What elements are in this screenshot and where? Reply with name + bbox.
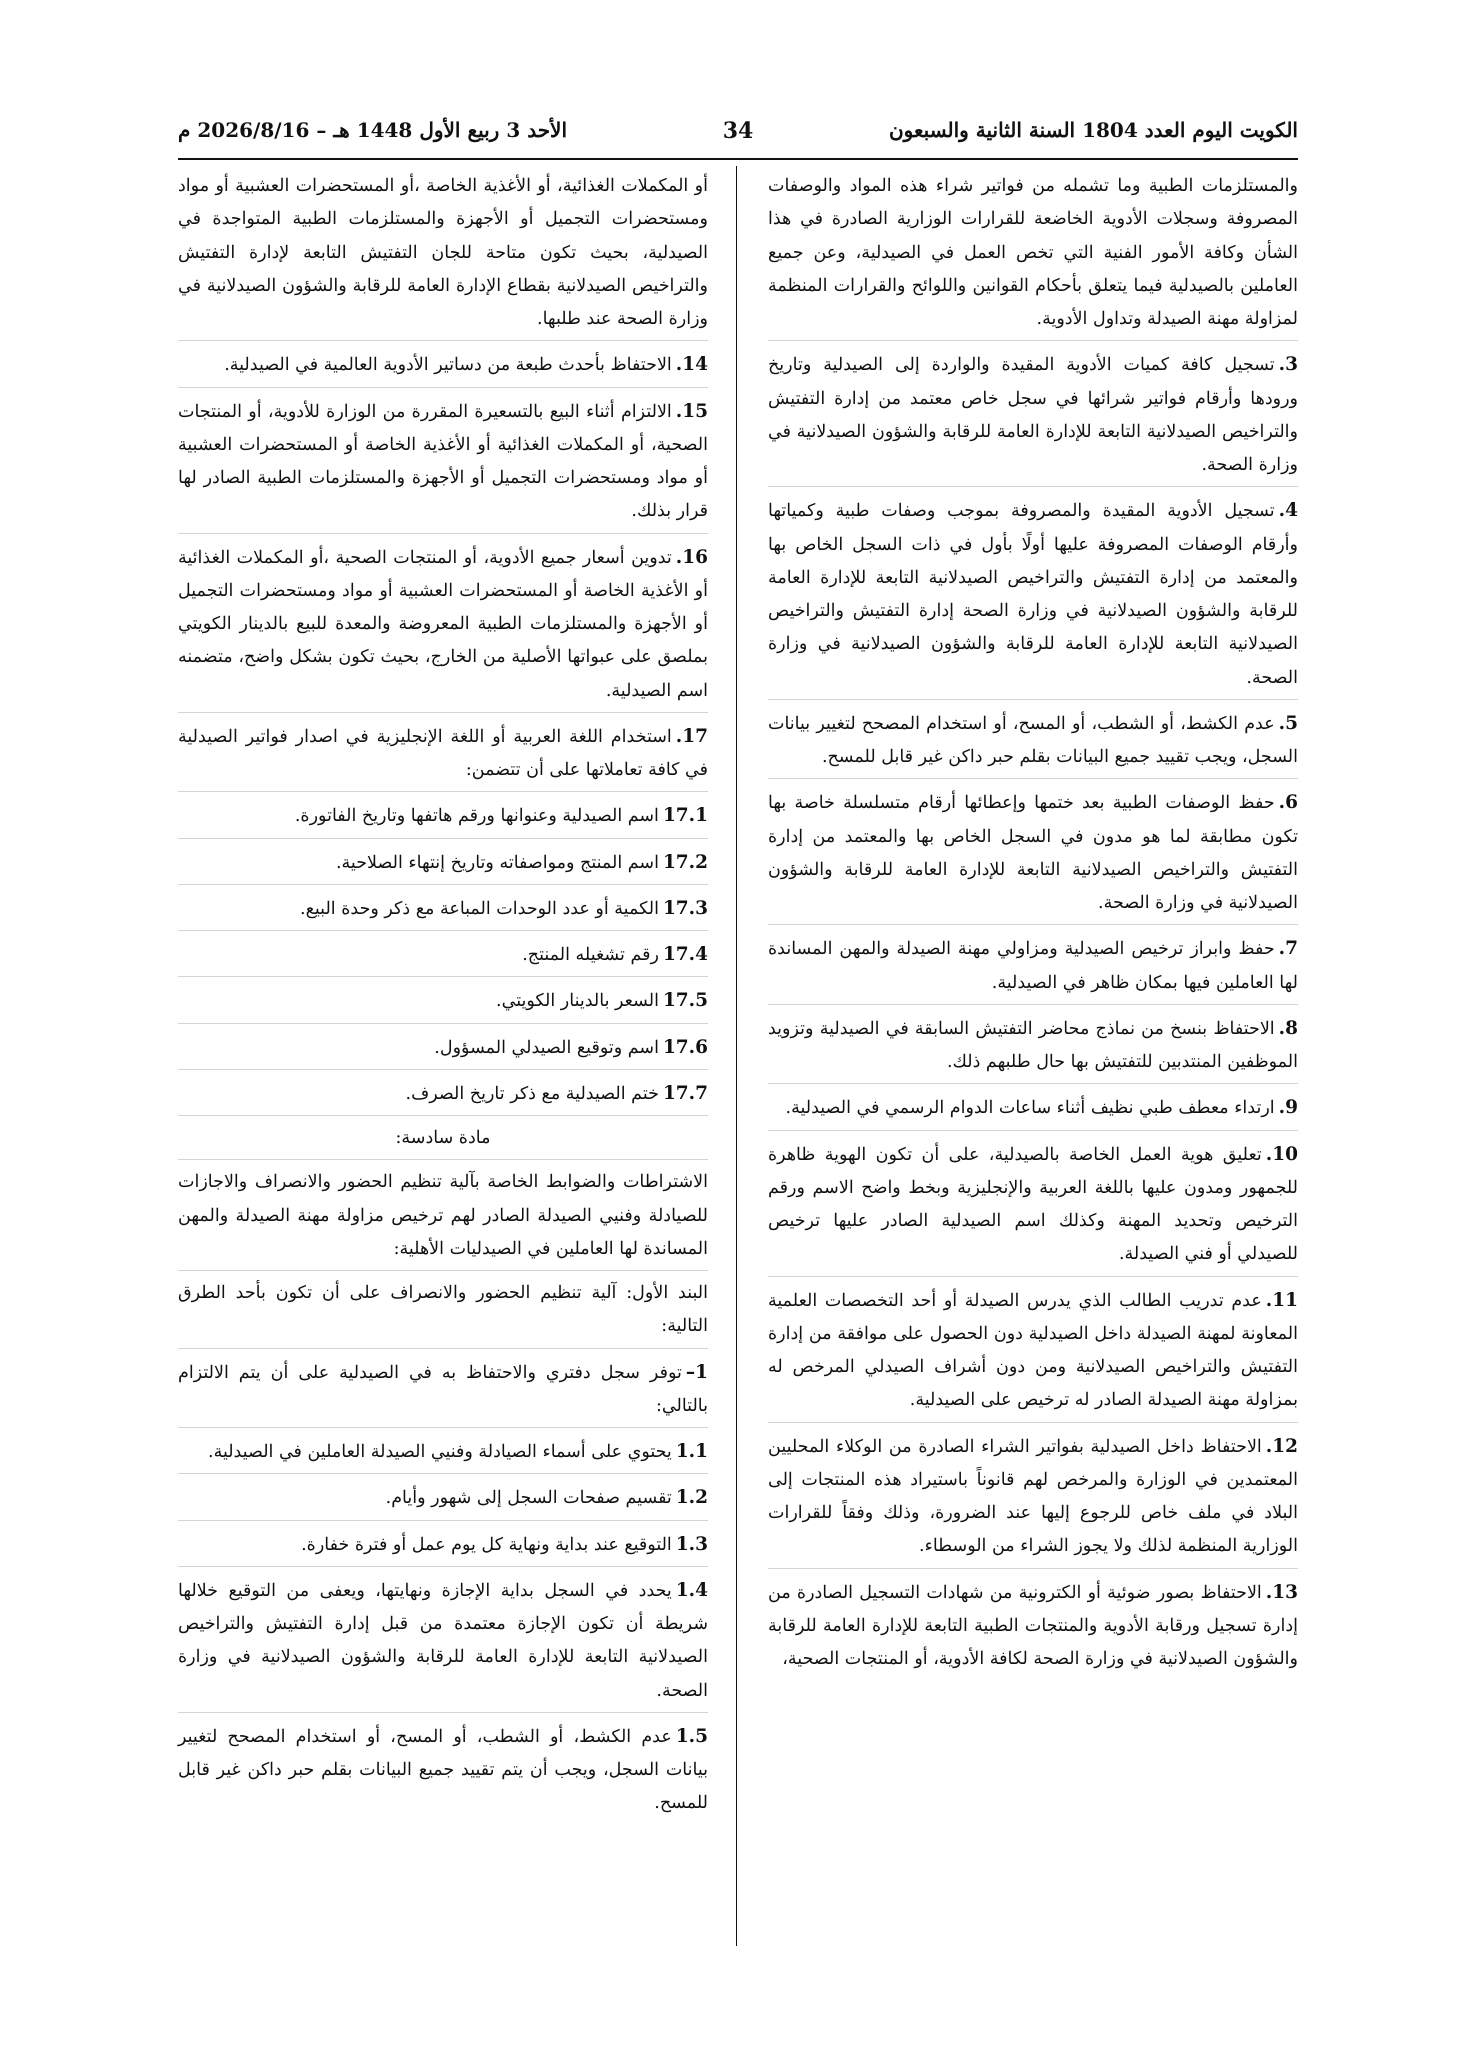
article-heading (178, 1122, 708, 1160)
paragraph-text: الاحتفاظ بأحدث طبعة من دساتير الأدوية العالمية في الصيدلية. (224, 355, 672, 376)
paragraph-text: اسم وتوقيع الصيدلي المسؤول. (434, 1037, 659, 1058)
paragraph-text: تدوين أسعار جميع الأدوية، أو المنتجات الصحية ،أو المكملات الغذائية أو الأغذية الخاصة أو المستحضرات العشبية أو مواد ومستحضرات التجميل أو الأجهزة والمستلزمات الطبية المعروضة والمعدة للبيع بالدينار الكويتي بملصق على عبواتها الأصلية من الخارج، بحيث تكون بشكل واضح، متضمنه اسم الصيدلية. (178, 547, 708, 701)
paragraph-text: تعليق هوية العمل الخاصة بالصيدلية، على أن تكون الهوية ظاهرة للجمهور ومدون عليها باللغة العربية والإنجليزية وبخط واضح الاسم ورقم الترخيص وتحديد المهنة وكذلك اسم الصيدلية الصادر عليها ترخيص للصيدلي أو فني الصيدلة. (768, 1144, 1298, 1265)
paragraph (768, 706, 1298, 780)
paragraph (178, 983, 708, 1023)
paragraph-number: 8. (1278, 1017, 1298, 1039)
paragraph-text: يحتوي على أسماء الصيادلة وفنيي الصيدلة العاملين في الصيدلية. (208, 1442, 672, 1462)
paragraph (178, 1527, 708, 1567)
paragraph-number: 15. (675, 400, 708, 422)
paragraph-text: عدم الكشط، أو الشطب، أو المسح، أو استخدام المصحح لتغيير بيانات السجل، ويجب تقييد جميع البيانات بقلم حبر داكن غير قابل للمسح. (768, 713, 1298, 767)
paragraph (178, 1434, 708, 1474)
paragraph-text: الاحتفاظ داخل الصيدلية بفواتير الشراء الصادرة من الوكلاء المحليين المعتمدين في الوزارة والمرخص لهم قانوناً باستيراد هذه المنتجات إلى البلاد في ملف خاص للرجوع إليها عند الضرورة، وذلك وفقاً للقرارات الوزارية المنظمة لذلك ولا يجوز الشراء من الوسطاء. (768, 1436, 1298, 1557)
paragraph (768, 785, 1298, 925)
paragraph (178, 891, 708, 931)
paragraph-number: 1.5 (675, 1725, 708, 1747)
paragraph-number: 6. (1278, 792, 1298, 814)
paragraph-number: 1.4 (675, 1579, 708, 1601)
header-rule (178, 158, 1298, 160)
paragraph-text: أو المكملات الغذائية، أو الأغذية الخاصة ،أو المستحضرات العشبية أو مواد ومستحضرات التجميل أو الأجهزة والمستلزمات الطبية المتواجدة في الصيدلية، بحيث تكون متاحة للجان التفتيش التابعة لإدارة التفتيش والتراخيص الصيدلانية بقطاع الإدارة العامة للرقابة والشؤون الصيدلانية في وزارة الصحة عند طلبها. (178, 176, 708, 329)
paragraph-number: 9. (1278, 1097, 1298, 1119)
paragraph-text: ختم الصيدلية مع ذكر تاريخ الصرف. (405, 1083, 659, 1104)
paragraph-number: 17.1 (662, 805, 708, 827)
paragraph-number: 4. (1278, 500, 1298, 522)
paragraph (178, 937, 708, 977)
issue-info: الكويت اليوم العدد 1804 السنة الثانية والسبعون (888, 118, 1298, 142)
paragraph (178, 540, 708, 713)
paragraph (178, 1355, 708, 1429)
paragraph-text: توفر سجل دفتري والاحتفاظ به في الصيدلية على أن يتم الالتزام بالتالي: (178, 1362, 708, 1416)
paragraph-number: 11. (1265, 1289, 1298, 1311)
paragraph-text: السعر بالدينار الكويتي. (496, 991, 659, 1012)
paragraph (768, 1283, 1298, 1423)
paragraph-number: 17.2 (662, 851, 708, 873)
paragraph (178, 394, 708, 534)
paragraph-text: عدم الكشط، أو الشطب، أو المسح، أو استخدام المصحح لتغيير بيانات السجل، ويجب أن يتم تقييد جميع البيانات بقلم حبر داكن غير قابل للمسح. (178, 1726, 708, 1814)
paragraph-text: الالتزام أثناء البيع بالتسعيرة المقررة من الوزارة للأدوية، أو المنتجات الصحية، أو المكملات الغذائية أو الأغذية الخاصة أو المستحضرات العشبية أو مواد ومستحضرات التجميل أو الأجهزة والمستلزمات الطبية الصادر لها قرار بذلك. (178, 401, 708, 522)
paragraph (768, 1575, 1298, 1681)
paragraph-text: يحدد في السجل بداية الإجازة ونهايتها، ويعفى من التوقيع خلالها شريطة أن تكون الإجازة معتمدة من قبل إدارة التفتيش والتراخيص الصيدلانية التابعة للإدارة العامة للرقابة والشؤون الصيدلانية في وزارة الصحة. (178, 1580, 708, 1701)
paragraph-text: تسجيل الأدوية المقيدة والمصروفة بموجب وصفات طبية وكمياتها وأرقام الوصفات المصروفة عليها أولًا بأول في ذات السجل الخاص بها والمعتمد من إدارة التفتيش والتراخيص الصيدلانية التابعة للإدارة العامة للرقابة والشؤون الصيدلانية في وزارة الصحة إدارة التفتيش والتراخيص الصيدلانية التابعة للإدارة العامة للرقابة والشؤون الصيدلانية في وزارة الصحة. (768, 501, 1298, 688)
paragraph-text: ارتداء معطف طبي نظيف أثناء ساعات الدوام الرسمي في الصيدلية. (785, 1098, 1275, 1119)
page-header (178, 118, 1298, 156)
paragraph-number: 1.2 (675, 1487, 708, 1509)
paragraph-number: 1– (685, 1361, 708, 1383)
paragraph-number: 12. (1265, 1435, 1298, 1457)
paragraph-number: 13. (1265, 1581, 1298, 1603)
paragraph-text: مادة سادسة: (395, 1128, 491, 1148)
paragraph (178, 845, 708, 885)
paragraph (768, 1137, 1298, 1277)
paragraph-number: 7. (1278, 938, 1298, 960)
paragraph-text: التوقيع عند بداية ونهاية كل يوم عمل أو فترة خفارة. (301, 1534, 672, 1555)
paragraph (178, 1277, 708, 1349)
paragraph-text: حفظ وابراز ترخيص الصيدلية ومزاولي مهنة الصيدلة والمهن المساندة لها العاملين فيها بمكان ظاهر في الصيدلية. (768, 939, 1298, 993)
paragraph-number: 17.5 (662, 990, 708, 1012)
paragraph (178, 347, 708, 387)
paragraph-text: اسم المنتج ومواصفاته وتاريخ إنتهاء الصلاحية. (335, 852, 659, 873)
paragraph-text: الاحتفاظ بصور ضوئية أو الكترونية من شهادات التسجيل الصادرة من إدارة تسجيل ورقابة الأدوية والمنتجات الطبية التابعة للإدارة العامة للرقابة والشؤون الصيدلانية في وزارة الصحة لكافة الأدوية، أو المنتجات الصحية، (768, 1582, 1298, 1669)
paragraph-text: تقسيم صفحات السجل إلى شهور وأيام. (385, 1488, 672, 1509)
paragraph-number: 1.1 (675, 1441, 708, 1462)
paragraph-text: البند الأول: آلية تنظيم الحضور والانصراف على أن تكون بأحد الطرق التالية: (178, 1283, 708, 1337)
paragraph (768, 1011, 1298, 1085)
paragraph-number: 3. (1278, 354, 1298, 376)
page-number: 34 (722, 118, 754, 144)
paragraph-text: الاشتراطات والضوابط الخاصة بآلية تنظيم الحضور والانصراف والاجازات للصيادلة وفنيي الصيدلة الصادر لهم ترخيص مزاولة مهنة الصيدلة والمهن المساندة لها العاملين في الصيدليات الأهلية: (178, 1172, 708, 1259)
paragraph-number: 5. (1278, 712, 1298, 734)
column-divider (736, 166, 737, 1946)
paragraph-number: 14. (675, 354, 708, 376)
paragraph-number: 1.3 (675, 1533, 708, 1555)
paragraph-number: 17.6 (662, 1036, 708, 1058)
paragraph (178, 1573, 708, 1713)
paragraph (178, 798, 708, 838)
paragraph-number: 10. (1265, 1143, 1298, 1165)
paragraph (768, 347, 1298, 487)
issue-date: الأحد 3 ربيع الأول 1448 هـ – 2026/8/16 م (178, 118, 568, 142)
paragraph-text: الاحتفاظ بنسخ من نماذج محاضر التفتيش السابقة في الصيدلية وتزويد الموظفين المنتدبين للتفتيش بها حال طلبهم ذلك. (768, 1018, 1298, 1072)
paragraph-text: والمستلزمات الطبية وما تشمله من فواتير شراء هذه المواد والوصفات المصروفة وسجلات الأدوية الخاضعة للقرارات الوزارية الصادرة في هذا الشأن وكافة الأمور الفنية التي تخص العمل في الصيدلية، وعن جميع العاملين بالصيدلية فيما يتعلق بأحكام القوانين واللوائح والقرارات المنظمة لمزاولة مهنة الصيدلة وتداول الأدوية. (768, 176, 1298, 329)
paragraph (178, 719, 708, 793)
paragraph-text: تسجيل كافة كميات الأدوية المقيدة والواردة إلى الصيدلية وتاريخ ورودها وأرقام فواتير شرائها في سجل خاص معتمد من إدارة التفتيش والتراخيص الصيدلانية التابعة للإدارة العامة للرقابة والشؤون الصيدلانية في وزارة الصحة. (768, 355, 1298, 475)
paragraph-number: 16. (675, 546, 708, 568)
paragraph (768, 1090, 1298, 1130)
paragraph-number: 17.4 (662, 944, 708, 965)
paragraph-text: عدم تدريب الطالب الذي يدرس الصيدلة أو أحد التخصصات العلمية المعاونة لمهنة الصيدلة داخل الصيدلية دون الحصول على موافقة من إدارة التفتيش والتراخيص الصيدلانية ومن دون أشراف الصيدلي المرخص له بمزاولة مهنة الصيدلة الصادر له ترخيص على الصيدلية. (768, 1290, 1298, 1411)
paragraph-text: الكمية أو عدد الوحدات المباعة مع ذكر وحدة البيع. (300, 898, 659, 919)
paragraph (178, 1030, 708, 1070)
paragraph (178, 1166, 708, 1271)
paragraph (178, 1719, 708, 1825)
right-column (768, 170, 1298, 1686)
paragraph (768, 170, 1298, 341)
paragraph-number: 17. (675, 725, 708, 747)
paragraph (178, 1076, 708, 1116)
paragraph (768, 493, 1298, 700)
paragraph (768, 1429, 1298, 1569)
paragraph-number: 17.3 (662, 897, 708, 919)
paragraph-text: رقم تشغيله المنتج. (522, 945, 659, 965)
paragraph (768, 931, 1298, 1005)
paragraph (178, 170, 708, 341)
paragraph-number: 17.7 (662, 1082, 708, 1104)
paragraph-text: استخدام اللغة العربية أو اللغة الإنجليزية في اصدار فواتير الصيدلية في كافة تعاملاتها على أن تتضمن: (178, 726, 708, 780)
left-column (178, 170, 708, 1831)
paragraph-text: حفظ الوصفات الطبية بعد ختمها وإعطائها أرقام متسلسلة خاصة بها تكون مطابقة لما هو مدون في السجل الخاص بها والمعتمد من إدارة التفتيش والتراخيص الصيدلانية التابعة للإدارة العامة للرقابة والشؤون الصيدلانية في وزارة الصحة. (768, 793, 1298, 913)
paragraph (178, 1480, 708, 1520)
paragraph-text: اسم الصيدلية وعنوانها ورقم هاتفها وتاريخ الفاتورة. (294, 806, 659, 827)
